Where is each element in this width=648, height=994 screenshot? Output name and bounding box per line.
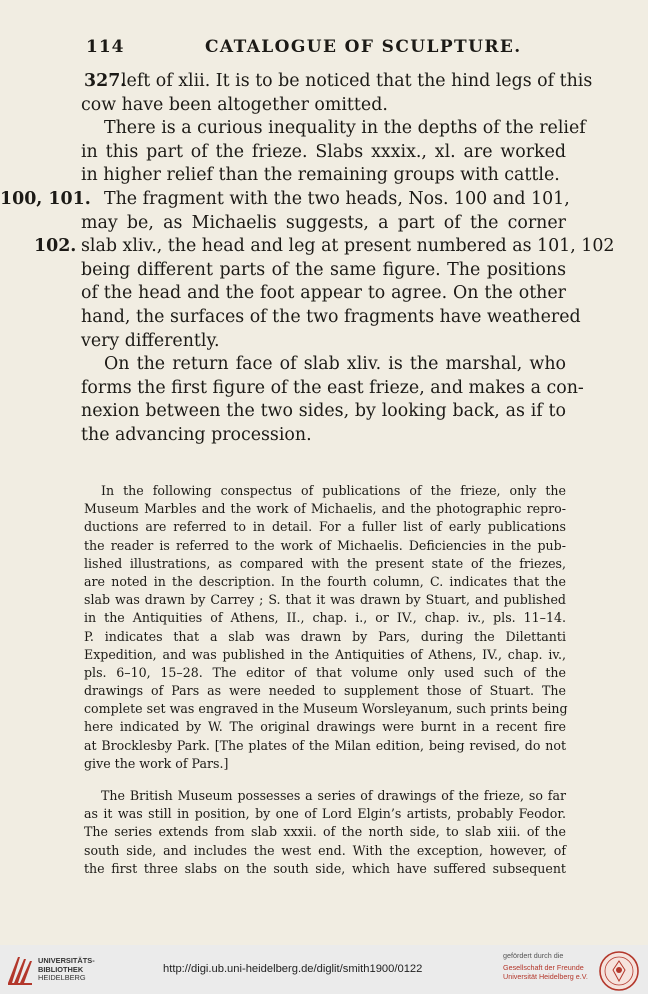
text-line: in higher relief than the remaining groups with cattle. bbox=[81, 165, 560, 186]
page-number: 114 bbox=[86, 37, 125, 57]
university-seal-icon bbox=[598, 950, 640, 992]
running-title: CATALOGUE OF SCULPTURE. bbox=[205, 37, 522, 57]
text-line: nexion between the two sides, by looking back, as if to bbox=[81, 401, 566, 422]
page-url-link[interactable]: http://digi.ub.uni-heidelberg.de/diglit/smith1900/0122 bbox=[163, 963, 423, 975]
text-line: the advancing procession. bbox=[81, 424, 312, 445]
text-line: hand, the surfaces of the two fragments have weathered bbox=[81, 306, 581, 327]
note-line: ductions are referred to in detail. For a fuller list of early publications bbox=[84, 519, 566, 535]
note-line: here indicated by W. The original drawings were burnt in a recent fire bbox=[84, 719, 566, 735]
note-line: Museum Marbles and the work of Michaelis, and the photographic repro- bbox=[84, 501, 566, 517]
text-line: of the head and the foot appear to agree. On the other bbox=[81, 283, 566, 304]
text-line: in this part of the frieze. Slabs xxxix., xl. are worked bbox=[81, 141, 566, 162]
note-line: Expedition, and was published in the Antiquities of Athens, IV., chap. iv., bbox=[84, 646, 566, 662]
text-line: 102. slab xliv., the head and leg at present numbered as 101, 102 bbox=[0, 235, 648, 259]
note-line: pls. 6–10, 15–28. The editor of that volume only used such of the bbox=[84, 664, 566, 680]
margin-number-102: 102. bbox=[34, 236, 77, 257]
note-line: are noted in the description. In the fourth column, C. indicates that the bbox=[84, 573, 566, 589]
text-line: may be, as Michaelis suggests, a part of the corner bbox=[81, 212, 566, 233]
note-line: In the following conspectus of publications of the frieze, only the bbox=[101, 483, 566, 498]
note-line: as it was still in position, by one of Lord Elgin’s artists, probably Feodor. bbox=[84, 806, 566, 822]
note-line: lished illustrations, as compared with the present state of the friezes, bbox=[84, 555, 566, 571]
note-line: P. indicates that a slab was drawn by Pars, during the Dilettanti bbox=[84, 628, 566, 644]
note-line: give the work of Pars.] bbox=[84, 755, 229, 771]
note-spacer bbox=[0, 773, 648, 787]
library-name: UNIVERSITÄTS- BIBLIOTHEK HEIDELBERG bbox=[38, 956, 95, 983]
running-header bbox=[0, 37, 648, 63]
note-line: complete set was engraved in the Museum Worsleyanum, such prints being bbox=[84, 701, 568, 717]
text-line: being different parts of the same figure. The positions bbox=[81, 259, 566, 280]
note-text bbox=[0, 482, 648, 878]
text-line: 100, 101. The fragment with the two heads, Nos. 100 and 101, bbox=[0, 188, 648, 212]
text-line: 327. left of xlii. It is to be noticed that the hind legs of this bbox=[0, 70, 648, 94]
text-line: forms the first figure of the east frieze, and makes a con- bbox=[81, 377, 584, 398]
note-line: in the Antiquities of Athens, II., chap. i., or IV., chap. iv., pls. 11–14. bbox=[84, 610, 566, 626]
note-line: at Brocklesby Park. [The plates of the Milan edition, being revised, do not bbox=[84, 737, 566, 753]
note-line: south side, and includes the west end. With the exception, however, of bbox=[84, 842, 566, 858]
main-text bbox=[0, 70, 648, 448]
note-line: drawings of Pars as were needed to supplement those of Stuart. The bbox=[84, 683, 566, 699]
note-line: the reader is referred to the work of Michaelis. Deficiencies in the pub- bbox=[84, 537, 566, 553]
text-line: There is a curious inequality in the depths of the relief bbox=[104, 118, 586, 139]
text-line: On the return face of slab xliv. is the marshal, who bbox=[104, 354, 566, 375]
note-line: slab was drawn by Carrey ; S. that it was drawn by Stuart, and published bbox=[84, 592, 566, 608]
margin-number-327: 327. bbox=[84, 71, 127, 91]
text-line: very differently. bbox=[81, 330, 220, 351]
ub-heidelberg-logo-icon bbox=[6, 953, 34, 987]
sponsor-note: gefördert durch die Gesellschaft der Freunde Universität Heidelberg e.V. bbox=[503, 951, 588, 982]
note-line: the first three slabs on the south side, which have suffered subsequent bbox=[84, 860, 566, 876]
text-line: cow have been altogether omitted. bbox=[81, 94, 388, 115]
margin-number-100-101: 100, 101. bbox=[0, 188, 91, 209]
note-line: The series extends from slab xxxii. of the north side, to slab xiii. of the bbox=[84, 824, 566, 840]
note-line: The British Museum possesses a series of drawings of the frieze, so far bbox=[101, 788, 566, 803]
